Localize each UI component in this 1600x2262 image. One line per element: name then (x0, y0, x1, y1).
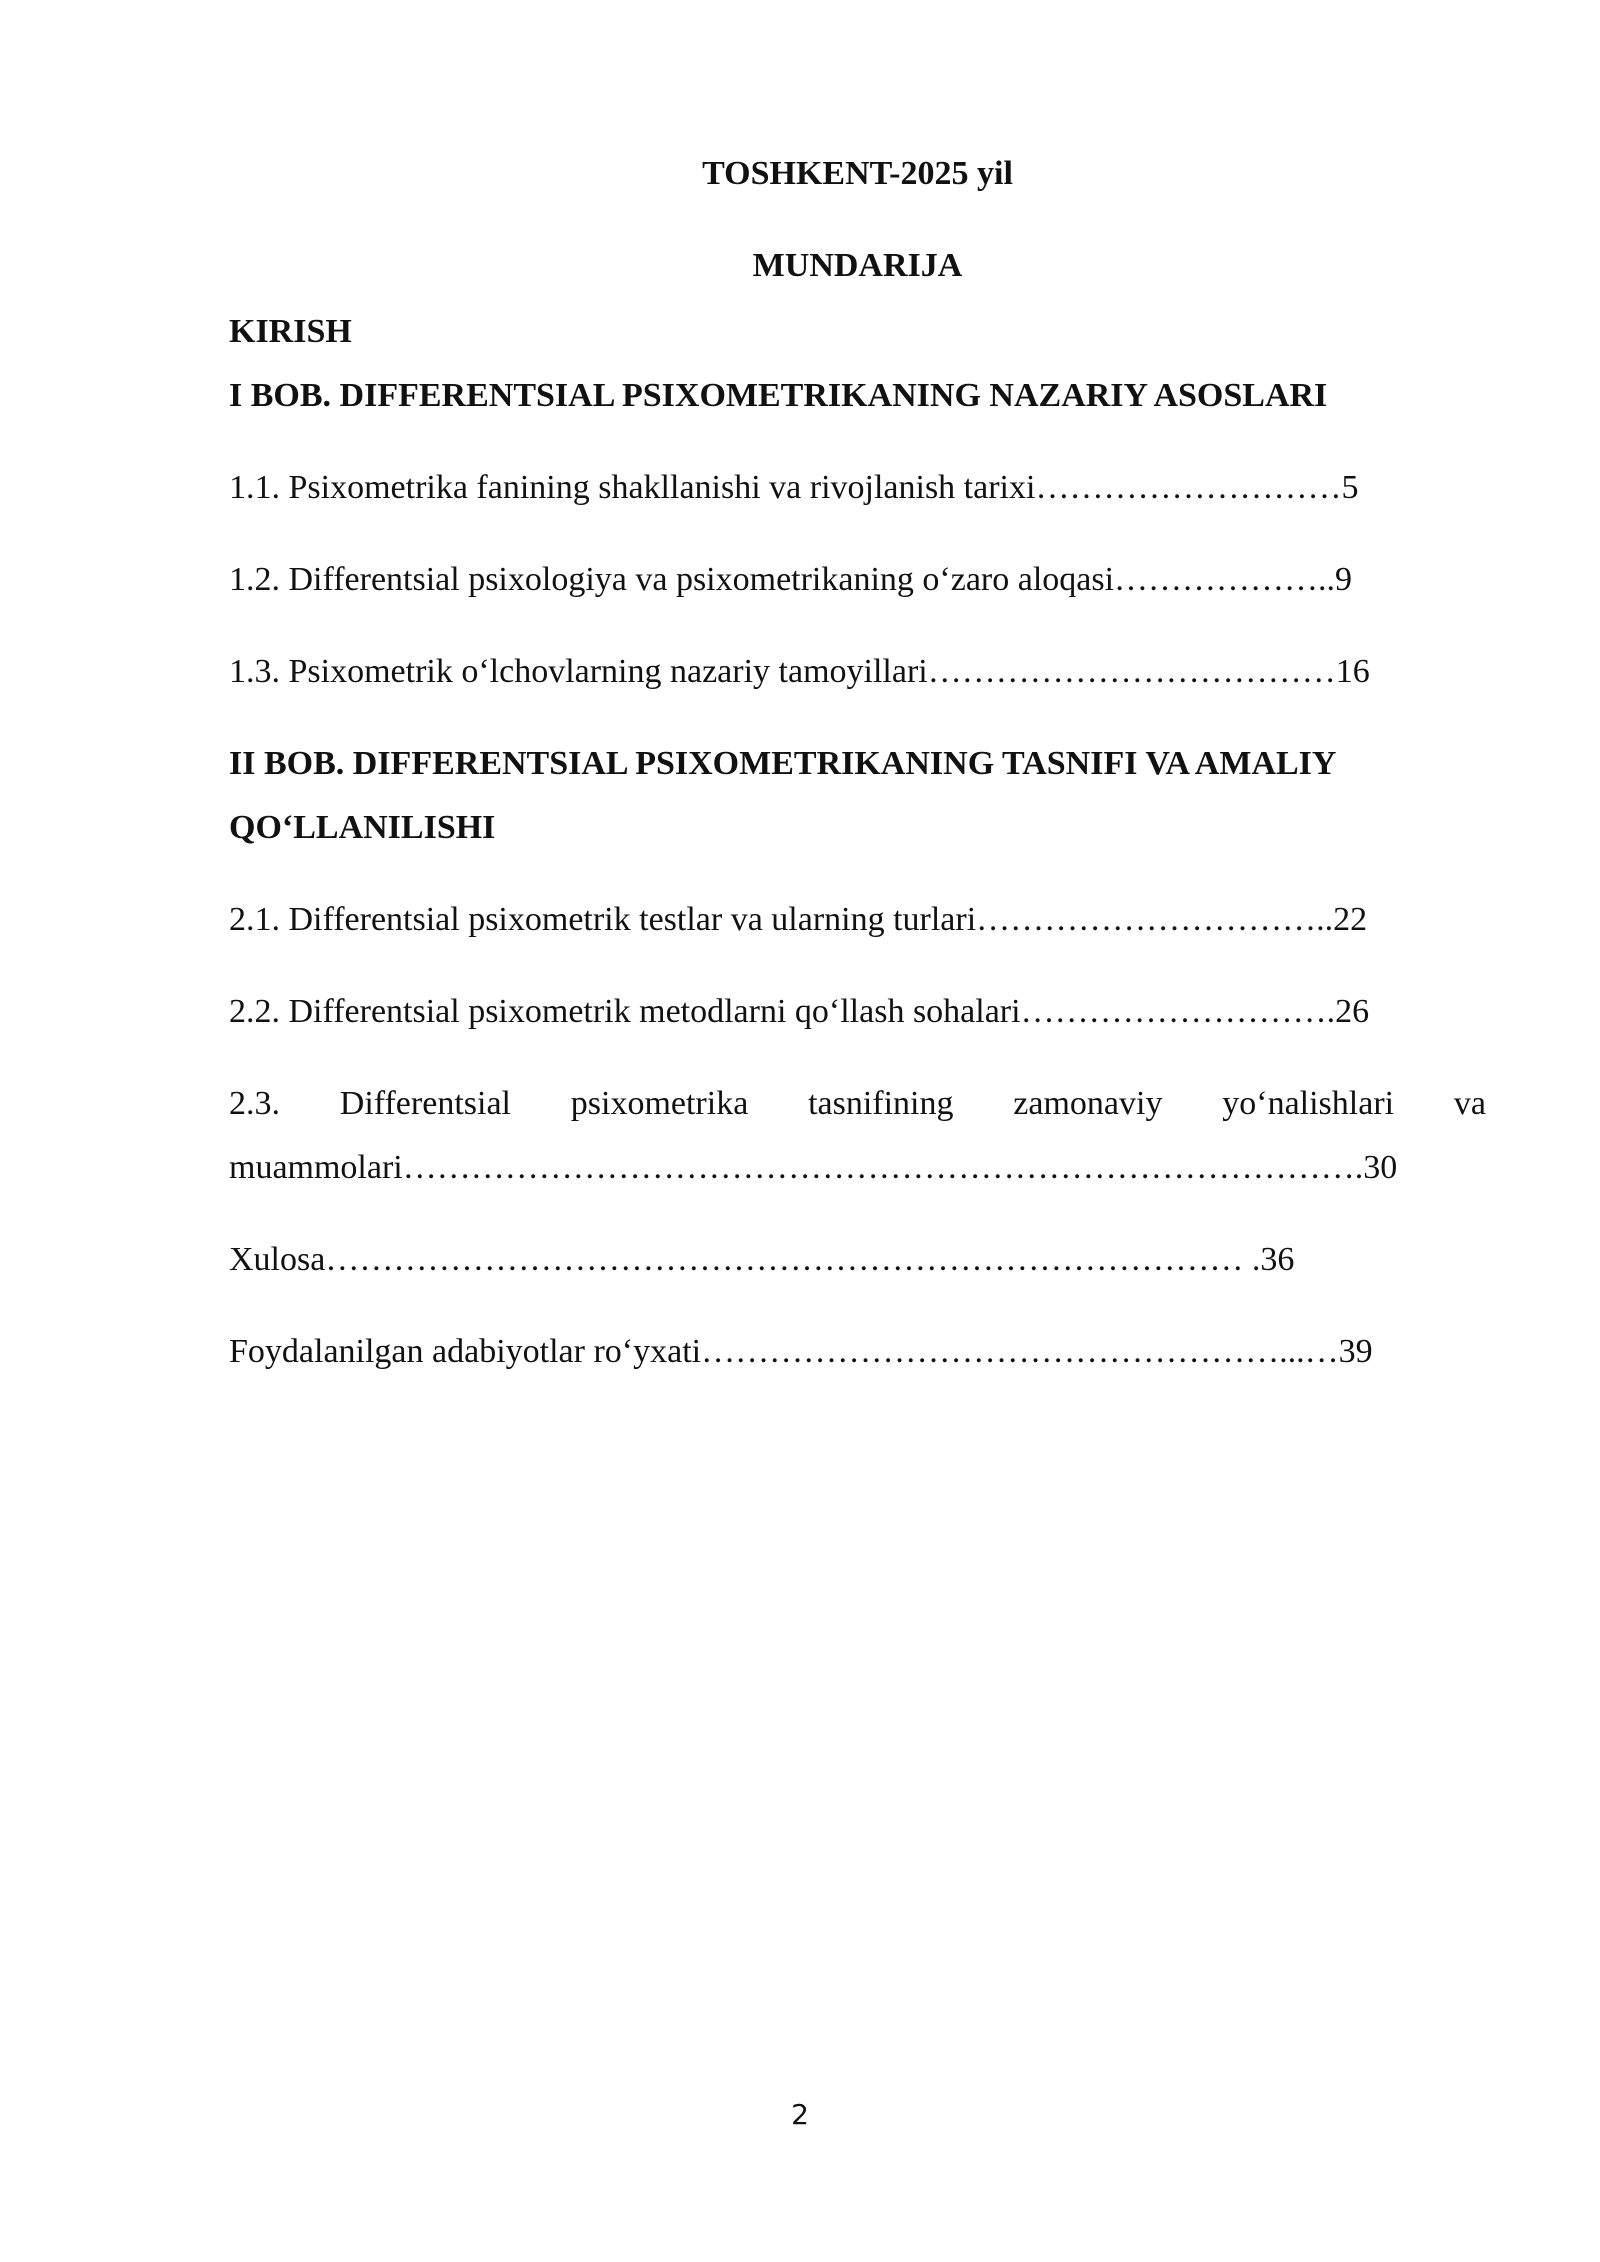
toc-item-2-1: 2.1. Differentsial psixometrik testlar va ularning turlari…………………………..22 (229, 901, 1368, 938)
toc-item-1-1: 1.1. Psixometrika fanining shakllanishi va rivojlanish tarixi………………………5 (229, 469, 1359, 506)
toc-intro: KIRISH (229, 313, 352, 350)
toc-chapter2-title-line2: QO‘LLANILISHI (229, 809, 496, 846)
toc-item-2-3-word: va (1453, 1085, 1486, 1122)
city-year-heading: TOSHKENT-2025 yil (702, 155, 1013, 192)
page-number: 2 (791, 2098, 809, 2131)
toc-chapter1-title: I BOB. DIFFERENTSIAL PSIXOMETRIKANING NAZARIY ASOSLARI (229, 377, 1328, 414)
toc-chapter2-title-line1: II BOB. DIFFERENTSIAL PSIXOMETRIKANING TASNIFI VA AMALIY (229, 745, 1337, 782)
toc-title: MUNDARIJA (752, 247, 963, 284)
toc-item-1-2: 1.2. Differentsial psixologiya va psixometrikaning o‘zaro aloqasi………………..9 (229, 561, 1353, 598)
toc-references: Foydalanilgan adabiyotlar ro‘yxati……………………………………………...…39 (229, 1333, 1373, 1370)
toc-item-1-3: 1.3. Psixometrik o‘lchovlarning nazariy tamoyillari………………………………16 (229, 653, 1370, 690)
toc-item-2-2: 2.2. Differentsial psixometrik metodlarni qo‘llash sohalari……………………….26 (229, 993, 1370, 1030)
toc-item-2-3-word: Differentsial (339, 1085, 511, 1122)
toc-item-2-3-line1 (229, 1084, 1486, 1124)
toc-item-2-3-word: yo‘nalishlari (1222, 1085, 1395, 1122)
toc-item-2-3-word: tasnifining (808, 1085, 954, 1122)
toc-item-2-3-word: 2.3. (229, 1085, 280, 1122)
toc-item-2-3-word: zamonaviy (1013, 1085, 1163, 1122)
toc-item-2-3-word: psixometrika (570, 1085, 749, 1122)
toc-item-2-3-line2: muammolari………………………………………………………………………….30 (229, 1149, 1398, 1186)
toc-conclusion: Xulosa……………………………………………………………………… .36 (229, 1241, 1295, 1278)
